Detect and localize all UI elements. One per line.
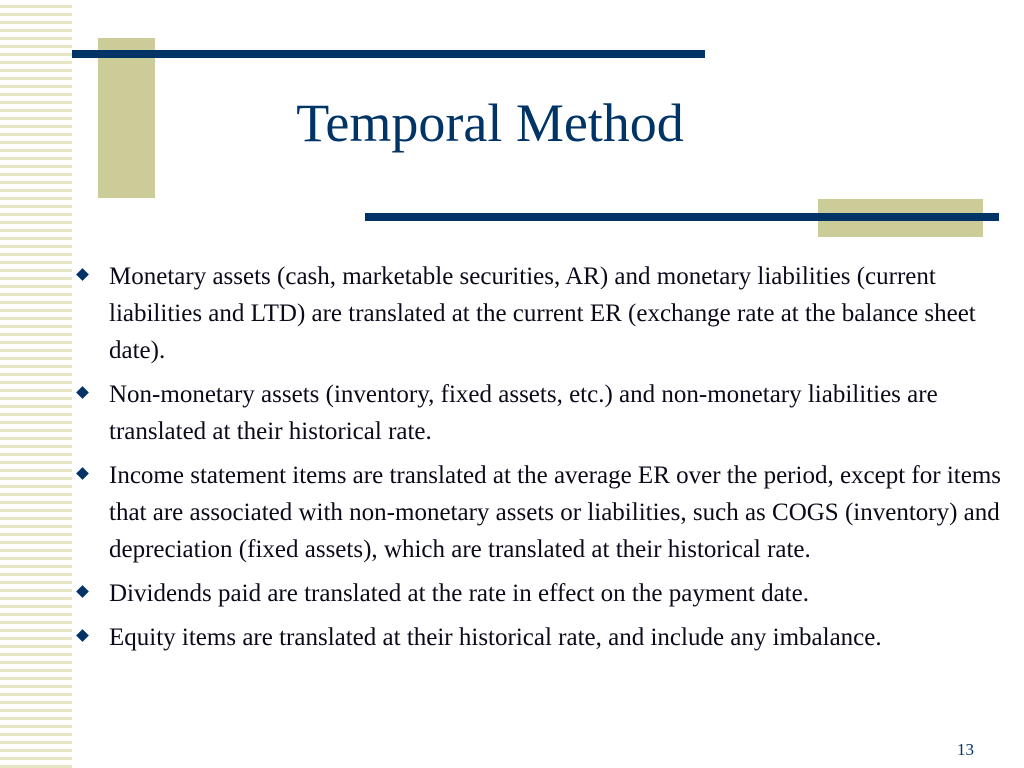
- slide-title: Temporal Method: [296, 93, 684, 153]
- bullet-text: Monetary assets (cash, marketable securities, AR) and monetary liabilities (current liabilities and LTD) are translated at the current ER (exchange rate at the balance sheet date).: [109, 263, 976, 364]
- bullet-list: [72, 258, 1012, 663]
- title-rule-top: [72, 50, 705, 58]
- bullet-item: [72, 619, 1012, 656]
- left-stripe-decoration: [0, 0, 72, 768]
- diamond-bullet-icon: [76, 467, 89, 480]
- diamond-bullet-icon: [76, 629, 89, 642]
- bullet-text: Income statement items are translated at the average ER over the period, except for items that are associated with non-monetary assets or liabilities, such as COGS (inventory) and depreciation (fixed assets), which are translated at their historical rate.: [109, 462, 1001, 563]
- bullet-text: Dividends paid are translated at the rate in effect on the payment date.: [109, 580, 809, 607]
- bullet-item: [72, 575, 1012, 612]
- bullet-item: [72, 457, 1012, 568]
- diamond-bullet-icon: [76, 268, 89, 281]
- accent-block-left: [98, 38, 155, 198]
- title-rule-bottom: [365, 213, 999, 221]
- diamond-bullet-icon: [76, 585, 89, 598]
- bullet-item: [72, 258, 1012, 369]
- bullet-text: Non-monetary assets (inventory, fixed assets, etc.) and non-monetary liabilities are translated at their historical rate.: [109, 381, 938, 445]
- bullet-item: [72, 376, 1012, 450]
- page-number: 13: [957, 740, 974, 759]
- bullet-text: Equity items are translated at their historical rate, and include any imbalance.: [109, 624, 882, 651]
- diamond-bullet-icon: [76, 386, 89, 399]
